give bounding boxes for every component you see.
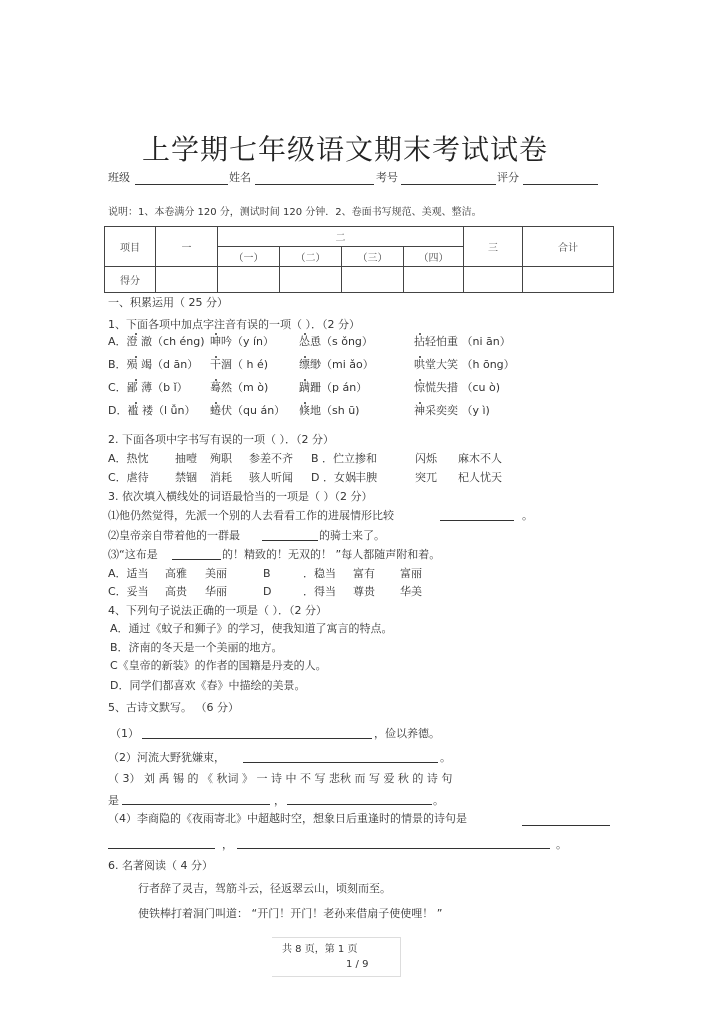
header-2: 二 <box>218 227 464 247</box>
q3-option-item: 高贵 <box>165 585 187 598</box>
emphasis-dot <box>419 333 421 335</box>
q2-stem: 2. 下面各项中字书写有误的一项（ ）．（2 分） <box>108 433 334 446</box>
class-field[interactable] <box>135 184 228 185</box>
emphasis-dot <box>419 379 421 381</box>
q4-option-d: D．同学们都喜欢《春》中描绘的美景。 <box>110 679 306 692</box>
score-cell[interactable] <box>280 267 342 293</box>
q1-option-item: 缥缈（mi ǎo） <box>299 358 374 371</box>
q3-sentence-3: ⑶“这布是 <box>108 548 158 561</box>
emphasis-dot <box>135 402 137 404</box>
score-field[interactable] <box>523 184 598 185</box>
q1-option-item: 神采奕奕 （y ì) <box>414 404 490 417</box>
q2-option-item: C．虐待 <box>108 471 149 484</box>
blank[interactable] <box>522 825 610 826</box>
blank[interactable] <box>122 804 270 805</box>
score-row-label: 得分 <box>105 267 156 293</box>
q1-option-item: 倏地（sh ū) <box>299 404 360 417</box>
header-1: 一 <box>156 227 218 267</box>
punct: 。 <box>522 509 533 522</box>
q5-3-text-2: 是 <box>108 794 119 807</box>
q1-option-item: 呻吟（y ín） <box>210 335 275 348</box>
emphasis-dot <box>304 356 306 358</box>
q1-option-item: D．褴 褛（l ǚn） <box>108 404 196 417</box>
sub-header: （二） <box>280 247 342 267</box>
emphasis-dot <box>215 333 217 335</box>
q5-4-text: （4）李商隐的《夜雨寄北》中超越时空，想象日后重逢时的情景的诗句是 <box>108 812 467 825</box>
emphasis-dot <box>304 402 306 404</box>
header-item: 项目 <box>105 227 156 267</box>
q1-option-item: 蹒跚（p án） <box>299 381 368 394</box>
emphasis-dot <box>215 402 217 404</box>
q5-stem: 5、古诗文默写。 （6 分） <box>108 701 239 714</box>
q6-passage-2: 使铁棒打着洞门叫道： “开门！开门！老孙来借扇子使使哩！ ” <box>138 907 443 920</box>
q2-option-item: 消耗 <box>210 471 232 484</box>
emphasis-dot <box>215 356 217 358</box>
q2-option-item: 禁锢 <box>175 471 197 484</box>
q3-option-item: ．稳当 <box>303 567 336 580</box>
q2-option-item: 杞人忧天 <box>458 471 502 484</box>
header-total: 合计 <box>523 227 614 267</box>
punct: ， <box>274 794 285 807</box>
q3-option-item: ．得当 <box>303 585 336 598</box>
emphasis-dot <box>419 402 421 404</box>
instructions: 说明：1、本卷满分 120 分，测试时间 120 分钟．2、卷面书写规范、美观、整洁。 <box>108 207 482 218</box>
score-cell[interactable] <box>464 267 523 293</box>
q4-option-c: C《皇帝的新装》的作者的国籍是丹麦的人。 <box>110 659 327 672</box>
score-cell[interactable] <box>404 267 464 293</box>
q3-option-item: A．适当 <box>108 567 149 580</box>
q3-sentence-2: ⑵皇帝亲自带着他的一群最 <box>108 529 240 542</box>
q2-option-item: 参差不齐 <box>249 452 293 465</box>
emphasis-dot <box>304 333 306 335</box>
q3-option-item: D <box>263 585 272 598</box>
section-heading: 一、积累运用（ 25 分） <box>108 296 228 309</box>
emphasis-dot <box>304 379 306 381</box>
q3-stem: 3. 依次填入横线处的词语最恰当的一项是（ ）（2 分） <box>108 490 373 503</box>
page-count: 共 8 页，第 1 页 <box>282 944 358 955</box>
emphasis-dot <box>135 356 137 358</box>
q1-option-item: B．殒 竭（d ān） <box>108 358 199 371</box>
emphasis-dot <box>135 333 137 335</box>
q3-option-item: 华美 <box>400 585 422 598</box>
q3-sentence-3-end: 的！精致的！无双的！ ”每人都随声附和着。 <box>222 548 441 561</box>
q3-option-item: 华丽 <box>205 585 227 598</box>
blank[interactable] <box>172 559 221 560</box>
q2-option-item: 闪烁 <box>415 452 437 465</box>
q6-stem: 6. 名著阅读（ 4 分） <box>108 859 213 872</box>
class-label: 班级 <box>108 171 130 184</box>
q1-option-item: 哄堂大笑 （h ōng） <box>414 358 515 371</box>
number-field[interactable] <box>401 184 496 185</box>
q3-option-item: 尊贵 <box>353 585 375 598</box>
blank[interactable] <box>243 762 438 763</box>
q1-option-item: 蓦然（m ò) <box>210 381 269 394</box>
blank[interactable] <box>287 804 432 805</box>
score-table <box>104 226 614 293</box>
page-title: 上学期七年级语文期末考试试卷 <box>141 133 548 166</box>
q4-option-b: B．济南的冬天是一个美丽的地方。 <box>110 641 283 654</box>
emphasis-dot <box>215 379 217 381</box>
score-cell[interactable] <box>218 267 280 293</box>
q1-option-item: 拈轻怕重 （ni ān） <box>414 335 511 348</box>
q5-2-text: （2）河流大野犹嫌束， <box>108 751 225 764</box>
q2-option-item: 丰腴 <box>355 471 377 484</box>
q3-sentence-2-end: 的骑士来了。 <box>319 529 385 542</box>
q3-option-item: B <box>263 567 271 580</box>
q1-stem: 1、下面各项中加点字注音有误的一项（ ）．（2 分） <box>108 318 360 331</box>
q2-option-item: 麻木不人 <box>458 452 502 465</box>
q1-option-item: A．澄 澈（ch éng) <box>108 335 205 348</box>
q6-passage-1: 行者辞了灵吉，驾筋斗云，径返翠云山，顷刻而至。 <box>138 882 391 895</box>
page-footer <box>272 937 401 977</box>
q2-option-item: 掺和 <box>355 452 377 465</box>
q2-option-item: D ．女娲 <box>311 471 356 484</box>
number-label: 考号 <box>376 171 398 184</box>
q5-1-text: ，俭以养德。 <box>374 727 440 740</box>
blank[interactable] <box>237 848 550 849</box>
q2-option-item: A．热忱 <box>108 452 149 465</box>
q1-option-item: 干涸（ h é) <box>210 358 269 371</box>
emphasis-dot <box>419 356 421 358</box>
punct: 。 <box>556 838 567 851</box>
score-label: 评分 <box>497 171 519 184</box>
blank[interactable] <box>262 540 318 541</box>
sub-header: （三） <box>342 247 404 267</box>
punct: 。 <box>433 794 444 807</box>
q4-stem: 4、下列句子说法正确的一项是（ ）．（2 分） <box>108 604 327 617</box>
page-number: 1 / 9 <box>346 959 369 970</box>
q2-option-item: 抽噎 <box>175 452 197 465</box>
q2-option-item: 突兀 <box>415 471 437 484</box>
q1-option-item: 怂恿（s ǒng） <box>299 335 373 348</box>
q5-3-text: （ 3） 刘 禹 锡 的 《 秋词 》 一 诗 中 不 写 悲秋 而 写 爱 秋 的 诗 句 <box>108 772 453 785</box>
q3-sentence-1: ⑴他仍然觉得，先派一个别的人去看看工作的进展情形比较 <box>108 509 394 522</box>
blank[interactable] <box>440 520 514 521</box>
score-cell[interactable] <box>342 267 404 293</box>
q2-option-item: B ．伫立 <box>311 452 356 465</box>
sub-header: （四） <box>404 247 464 267</box>
sub-header: （一） <box>218 247 280 267</box>
q3-option-item: 高雅 <box>165 567 187 580</box>
q1-option-item: 惊慌失措 （cu ò) <box>414 381 501 394</box>
q1-option-item: C．鄙 薄（b ǐ） <box>108 381 188 394</box>
name-label: 姓名 <box>229 171 251 184</box>
q1-option-item: 蜷伏（qu án） <box>210 404 286 417</box>
q5-1-label: （1） <box>110 727 139 740</box>
punct: ， <box>222 838 233 851</box>
q3-option-item: 富丽 <box>400 567 422 580</box>
q3-option-item: 美丽 <box>205 567 227 580</box>
name-field[interactable] <box>255 184 374 185</box>
blank[interactable] <box>108 848 215 849</box>
blank[interactable] <box>142 738 372 739</box>
header-3: 三 <box>464 227 523 267</box>
q2-option-item: 骇人听闻 <box>249 471 293 484</box>
score-cell[interactable] <box>523 267 614 293</box>
q4-option-a: A．通过《蚊子和狮子》的学习，使我知道了寓言的特点。 <box>110 622 393 635</box>
punct: 。 <box>440 751 451 764</box>
q3-option-item: C．妥当 <box>108 585 149 598</box>
q2-option-item: 殉职 <box>210 452 232 465</box>
score-cell[interactable] <box>156 267 218 293</box>
emphasis-dot <box>135 379 137 381</box>
q3-option-item: 富有 <box>353 567 375 580</box>
